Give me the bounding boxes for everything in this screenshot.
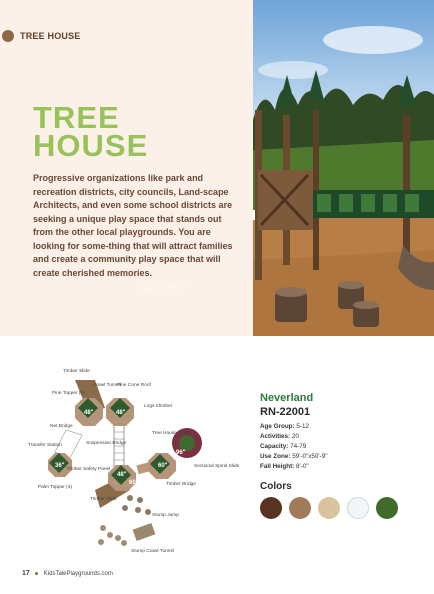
section-tag-label: TREE HOUSE [20, 31, 81, 41]
callout-stump-jump: Stump Jump [152, 513, 179, 518]
site-plan-diagram [0, 350, 240, 570]
callout-suspension-bridge: Suspension Bridge [86, 441, 127, 446]
playground-photo-illustration [253, 0, 434, 336]
stump-crawl-tunnel-shape [133, 523, 156, 541]
callout-tree-house-tower: Tree House Tower [152, 431, 191, 436]
spec-list [260, 422, 327, 472]
title-line-1: TREE [33, 100, 120, 135]
height-label: 60" [158, 463, 168, 469]
intro-paragraph: Progressive organizations like park and recreation districts, city councils, Land-scape Architects, and even some school districts are seeking a unique play space that stands out from the other local playgrounds. You are looking for some-thing that will attract families and create a community play space that will create cherished memories. [33, 173, 233, 278]
model-number: RN-22001 [260, 406, 311, 418]
color-swatches [260, 497, 405, 519]
footer-url: KidsTalePlaygrounds.com [43, 570, 113, 577]
copyright-watermark: Copyright [135, 280, 187, 294]
callout-pine-topper: Pine Topper (5) [52, 391, 85, 396]
section-tag [2, 30, 81, 42]
bullet-dot-icon [2, 30, 14, 42]
callout-spiral-slide: Sectional Spiral Slide [194, 464, 240, 469]
spec-row: Fall Height: 8'-0" [260, 463, 309, 470]
callout-net-bridge: Net Bridge [50, 424, 73, 429]
height-label: 96" [176, 450, 186, 456]
page-title [33, 100, 149, 163]
footer-dot-icon [35, 572, 38, 575]
callout-pine-cone-roof: Pine Cone Roof [117, 383, 151, 388]
callout-stump-crawl-tunnel: Stump Crawl Tunnel [131, 549, 175, 554]
height-label: 48" [84, 410, 94, 416]
height-label: 48" [116, 410, 126, 416]
color-swatch [289, 497, 311, 519]
height-label: 60" [129, 480, 139, 486]
playground-photo [253, 0, 434, 336]
callout-crawl-tunnel: Crawl Tunnel [93, 383, 121, 388]
spec-row: Use Zone: 59'-0"x50'-9" [260, 453, 328, 460]
spec-row: Activities: 20 [260, 433, 299, 440]
spec-row: Capacity: 74-79 [260, 443, 307, 450]
callout-palm-topper: Palm Topper (4) [38, 485, 73, 490]
color-swatch [376, 497, 398, 519]
color-swatch [347, 497, 369, 519]
colors-heading: Colors [260, 481, 292, 492]
color-swatch [260, 497, 282, 519]
height-label: 48" [117, 472, 127, 478]
callout-timber-safety-panel: Timber Safety Panel [67, 467, 111, 472]
callout-timber-bridge: Timber Bridge [166, 482, 196, 487]
page-footer [22, 570, 113, 577]
brand-name: Neverland [260, 392, 314, 404]
intro-panel [0, 0, 253, 336]
callout-timber-slide: Timber Slide [63, 369, 90, 374]
color-swatch [318, 497, 340, 519]
spec-row: Age Group: 5-12 [260, 423, 309, 430]
callout-transfer-station: Transfer Station [28, 443, 62, 448]
height-label: 36" [55, 463, 65, 469]
callout-timber-slide-bottom: Timber Slide [90, 497, 117, 502]
title-line-2: HOUSE [33, 128, 149, 163]
page-number: 17 [22, 570, 30, 577]
callout-logs-climber: Logs Climber [144, 404, 173, 409]
